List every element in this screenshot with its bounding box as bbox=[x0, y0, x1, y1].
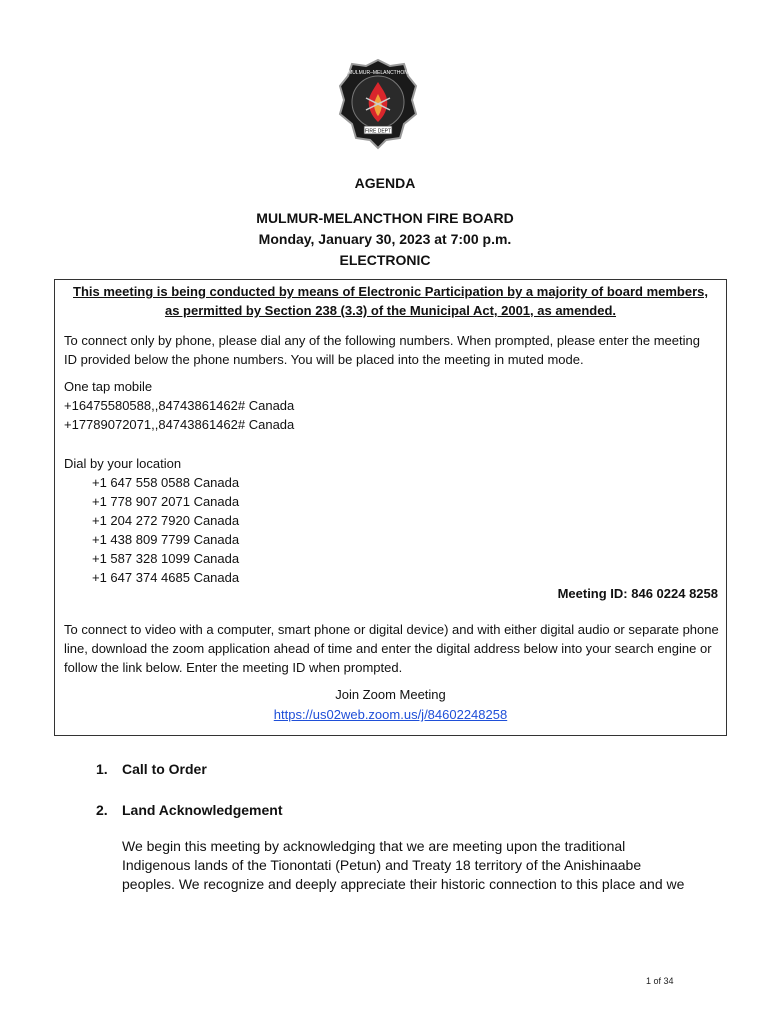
participation-notice bbox=[55, 282, 726, 320]
crest-bottom-text: FIRE DEPT bbox=[364, 128, 392, 135]
phone-intro-line-2: ID provided below the phone numbers. You will be placed into the meeting in muted mode. bbox=[64, 352, 584, 367]
agenda-item-land-acknowledgement bbox=[96, 801, 283, 819]
fire-department-crest-logo bbox=[338, 58, 418, 150]
meeting-mode: ELECTRONIC bbox=[339, 252, 431, 268]
agenda-item-title: Land Acknowledgement bbox=[122, 802, 283, 818]
crest-top-text: MULMUR–MELANCTHON bbox=[348, 70, 408, 76]
notice-line-2: as permitted by Section 238 (3.3) of the Municipal Act, 2001, as amended. bbox=[164, 303, 617, 318]
land-ack-line-3: peoples. We recognize and deeply appreciate their historic connection to this place and we bbox=[122, 876, 685, 892]
land-ack-line-2: Indigenous lands of the Tionontati (Petun) and Treaty 18 territory of the Anishinaabe bbox=[122, 857, 642, 873]
phone-intro-line-1: To connect only by phone, please dial any of the following numbers. When prompted, please enter the meeting bbox=[64, 333, 700, 348]
one-tap-number[interactable]: +17789072071,,84743861462# Canada bbox=[64, 417, 295, 432]
dial-number[interactable]: +1 587 328 1099 Canada bbox=[92, 551, 240, 566]
notice-line-1: This meeting is being conducted by means of Electronic Participation by a majority of board members, bbox=[73, 284, 708, 299]
meeting-id: Meeting ID: 846 0224 8258 bbox=[557, 586, 718, 601]
video-intro-line-1: To connect to video with a computer, smart phone or digital device) and with either digital audio or separate phone bbox=[64, 622, 719, 637]
zoom-link-wrap bbox=[55, 705, 726, 724]
video-intro-line-2: line, download the zoom application ahead of time and enter the digital address below into your search engine or bbox=[64, 641, 712, 656]
agenda-item-number: 2. bbox=[96, 802, 108, 818]
video-intro bbox=[64, 620, 722, 677]
dial-label: Dial by your location bbox=[64, 456, 182, 471]
dial-by-location-section bbox=[64, 454, 722, 587]
land-ack-line-1: We begin this meeting by acknowledging that we are meeting upon the traditional bbox=[122, 838, 626, 854]
video-intro-line-3: follow the link below. Enter the meeting ID when prompted. bbox=[64, 660, 403, 675]
agenda-title: AGENDA bbox=[354, 175, 416, 191]
dial-number[interactable]: +1 438 809 7799 Canada bbox=[92, 532, 240, 547]
land-acknowledgement-text bbox=[122, 837, 722, 894]
one-tap-label: One tap mobile bbox=[64, 379, 153, 394]
agenda-item-number: 1. bbox=[96, 761, 108, 777]
page-number: 1 of 34 bbox=[646, 976, 674, 986]
board-name: MULMUR-MELANCTHON FIRE BOARD bbox=[256, 210, 514, 226]
dial-number[interactable]: +1 778 907 2071 Canada bbox=[92, 494, 240, 509]
agenda-item-call-to-order bbox=[96, 760, 207, 778]
join-zoom-label: Join Zoom Meeting bbox=[335, 687, 446, 702]
zoom-meeting-link[interactable]: https://us02web.zoom.us/j/84602248258 bbox=[273, 707, 508, 722]
dial-number[interactable]: +1 204 272 7920 Canada bbox=[92, 513, 240, 528]
one-tap-number[interactable]: +16475580588,,84743861462# Canada bbox=[64, 398, 295, 413]
phone-intro bbox=[64, 331, 722, 369]
meeting-date: Monday, January 30, 2023 at 7:00 p.m. bbox=[258, 231, 512, 247]
one-tap-section bbox=[64, 377, 722, 434]
agenda-item-title: Call to Order bbox=[122, 761, 207, 777]
electronic-meeting-box bbox=[54, 279, 727, 736]
dial-number[interactable]: +1 647 374 4685 Canada bbox=[92, 570, 240, 585]
dial-number[interactable]: +1 647 558 0588 Canada bbox=[92, 475, 240, 490]
